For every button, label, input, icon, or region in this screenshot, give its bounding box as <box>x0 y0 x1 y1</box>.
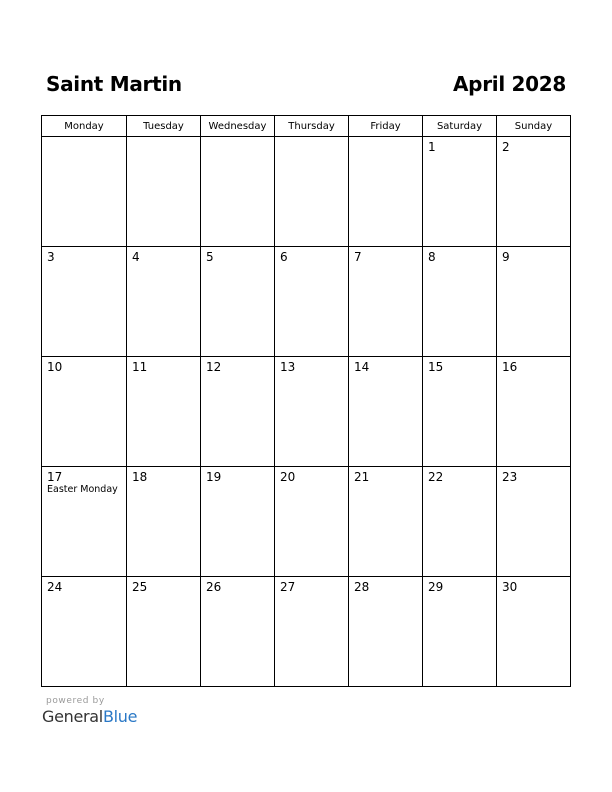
week-row <box>42 577 571 687</box>
day-number: 4 <box>132 250 140 264</box>
day-cell <box>127 137 201 247</box>
day-cell <box>127 577 201 687</box>
day-number: 15 <box>428 360 444 374</box>
day-cell <box>349 247 423 357</box>
day-cell <box>497 247 571 357</box>
day-number: 28 <box>354 580 370 594</box>
day-cell <box>423 467 497 577</box>
day-number: 23 <box>502 470 518 484</box>
day-number: 26 <box>206 580 222 594</box>
day-number: 18 <box>132 470 148 484</box>
weekday-header: Saturday <box>423 116 497 137</box>
day-number: 19 <box>206 470 222 484</box>
day-number: 17 <box>47 470 63 484</box>
day-number: 30 <box>502 580 518 594</box>
day-number: 21 <box>354 470 370 484</box>
day-cell <box>201 357 275 467</box>
day-number: 27 <box>280 580 296 594</box>
brand-logo[interactable] <box>42 707 137 727</box>
day-number: 2 <box>502 140 510 154</box>
calendar-grid <box>41 115 571 687</box>
day-cell <box>42 577 127 687</box>
day-cell <box>127 247 201 357</box>
day-cell <box>127 467 201 577</box>
week-row <box>42 357 571 467</box>
day-cell <box>42 247 127 357</box>
day-number: 29 <box>428 580 444 594</box>
day-cell <box>42 357 127 467</box>
day-cell <box>423 247 497 357</box>
day-number: 13 <box>280 360 296 374</box>
weekday-header: Friday <box>349 116 423 137</box>
day-number: 22 <box>428 470 444 484</box>
day-cell <box>349 467 423 577</box>
day-number: 20 <box>280 470 296 484</box>
day-cell <box>275 467 349 577</box>
calendar-country-title: Saint Martin <box>46 72 182 96</box>
holiday-label: Easter Monday <box>47 484 118 495</box>
day-cell <box>497 577 571 687</box>
day-cell <box>349 577 423 687</box>
day-cell <box>201 577 275 687</box>
day-cell <box>497 357 571 467</box>
day-number: 10 <box>47 360 63 374</box>
weekday-header: Tuesday <box>127 116 201 137</box>
week-row <box>42 247 571 357</box>
day-cell <box>275 357 349 467</box>
week-row <box>42 137 571 247</box>
day-cell <box>423 357 497 467</box>
day-number: 12 <box>206 360 222 374</box>
day-number: 6 <box>280 250 288 264</box>
day-number: 7 <box>354 250 362 264</box>
day-number: 16 <box>502 360 518 374</box>
brand-general-text: General <box>42 707 103 726</box>
day-cell <box>497 137 571 247</box>
footer-branding <box>42 696 137 727</box>
weekday-header-row <box>42 116 571 137</box>
weekday-header: Sunday <box>497 116 571 137</box>
day-cell <box>42 467 127 577</box>
day-cell <box>349 137 423 247</box>
day-number: 1 <box>428 140 436 154</box>
day-cell <box>201 467 275 577</box>
brand-blue-text: Blue <box>102 707 138 726</box>
day-number: 9 <box>502 250 510 264</box>
day-cell <box>42 137 127 247</box>
weekday-header: Thursday <box>275 116 349 137</box>
day-cell <box>423 577 497 687</box>
day-number: 25 <box>132 580 148 594</box>
powered-by-label: powered by <box>46 696 105 706</box>
day-cell <box>349 357 423 467</box>
day-cell <box>201 247 275 357</box>
day-cell <box>201 137 275 247</box>
day-cell <box>275 137 349 247</box>
day-number: 8 <box>428 250 436 264</box>
day-number: 24 <box>47 580 63 594</box>
day-number: 11 <box>132 360 148 374</box>
weekday-header: Wednesday <box>201 116 275 137</box>
day-cell <box>127 357 201 467</box>
day-cell <box>275 247 349 357</box>
weekday-header: Monday <box>42 116 127 137</box>
day-cell <box>423 137 497 247</box>
day-cell <box>275 577 349 687</box>
day-cell <box>497 467 571 577</box>
day-number: 14 <box>354 360 370 374</box>
day-number: 3 <box>47 250 55 264</box>
day-number: 5 <box>206 250 214 264</box>
week-row <box>42 467 571 577</box>
calendar-month-title: April 2028 <box>453 72 566 96</box>
